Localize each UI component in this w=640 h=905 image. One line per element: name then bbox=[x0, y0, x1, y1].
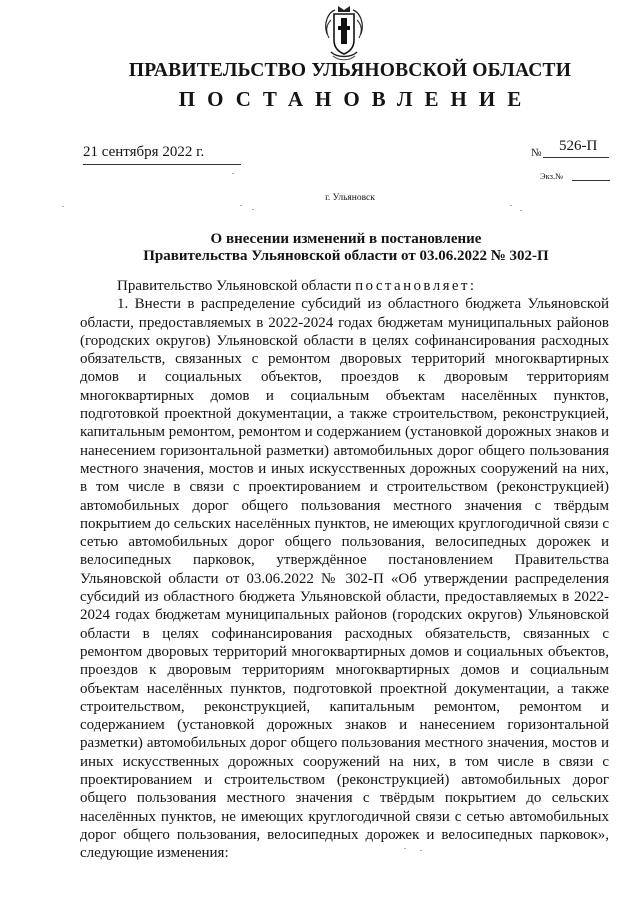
date-underline bbox=[83, 164, 241, 165]
intro-lead: Правительство Ульяновской области bbox=[117, 278, 356, 294]
document-date: 21 сентября 2022 г. bbox=[83, 144, 205, 160]
title-line-2: Правительства Ульяновской области от 03.06.2022 № 302-П bbox=[143, 248, 549, 264]
number-underline bbox=[543, 157, 609, 158]
document-number: 526-П bbox=[559, 138, 598, 154]
organization-name: ПРАВИТЕЛЬСТВО УЛЬЯНОВСКОЙ ОБЛАСТИ bbox=[128, 60, 572, 81]
document-title bbox=[116, 231, 576, 265]
number-field bbox=[531, 138, 611, 164]
paragraph-1: 1. Внести в распределение субсидий из областного бюджета Ульяновской области, предоставляемых в 2022-2024 годах бюджетам муниципальных районов (городских округов) Ульяновской области в целях софинансирования расходных обязательств, связанных с ремонтом дворовых территорий многоквартирных домов и социальных объектов, проездов к дворовым территориям многоквартирных домов и социальным объектам населённых пунктов, подготовкой проектной документации, а также строительством, реконструкцией, капитальным ремонтом, ремонтом и содержанием (установкой дорожных знаков и нанесением горизонтальной разметки) автомобильных дорог общего пользования местного значения, мостов и иных искусственных дорожных сооружений на них, в том числе в связи с проектированием и строительством (реконструкцией) автомобильных дорог общего пользования местного значения с твёрдым покрытием до сельских населённых пунктов, не имеющих круглогодичной связи с сетью автомобильных дорог общего пользования, велосипедных дорожек и велосипедных парковок, утверждённое постановлением Правительства Ульяновской области от 03.06.2022 № 302-П «Об утверждении распределения субсидий из областного бюджета Ульяновской области, предоставляемых в 2022-2024 годах бюджетам муниципальных районов (городских округов) Ульяновской области в целях софинансирования расходных обязательств, связанных с ремонтом дворовых территорий многоквартирных домов и социальных объектов, проездов к дворовым территориям многоквартирных домов и социальным объектам населённых пунктов, подготовкой проектной документации, а также строительством, реконструкцией, капитальным ремонтом, ремонтом и содержанием (установкой дорожных знаков и нанесением горизонтальной разметки) автомобильных дорог общего пользования местного значения, мостов и иных искусственных дорожных сооружений на них, в том числе в связи с проектированием и строительством (реконструкцией) автомобильных дорог общего пользования местного значения с твёрдым покрытием до сельских населённых пунктов, не имеющих круглогодичной связи с сетью автомобильных дорог общего пользования, велосипедных дорожек и велосипедных парковок», следующие изменения: bbox=[80, 296, 609, 862]
intro-paragraph bbox=[80, 277, 609, 295]
document-body bbox=[80, 277, 609, 863]
copy-number-underline bbox=[572, 180, 610, 181]
document-type: ПОСТАНОВЛЕНИЕ bbox=[178, 87, 534, 111]
number-sign: № bbox=[531, 147, 542, 159]
city-name: г. Ульяновск bbox=[325, 193, 375, 203]
date-field bbox=[83, 143, 204, 161]
intro-decree-word: постановляет: bbox=[355, 278, 477, 294]
copy-number-label: Экз.№ bbox=[540, 171, 564, 181]
title-line-1: О внесении изменений в постановление bbox=[210, 231, 482, 247]
coat-of-arms-emblem bbox=[321, 4, 367, 62]
